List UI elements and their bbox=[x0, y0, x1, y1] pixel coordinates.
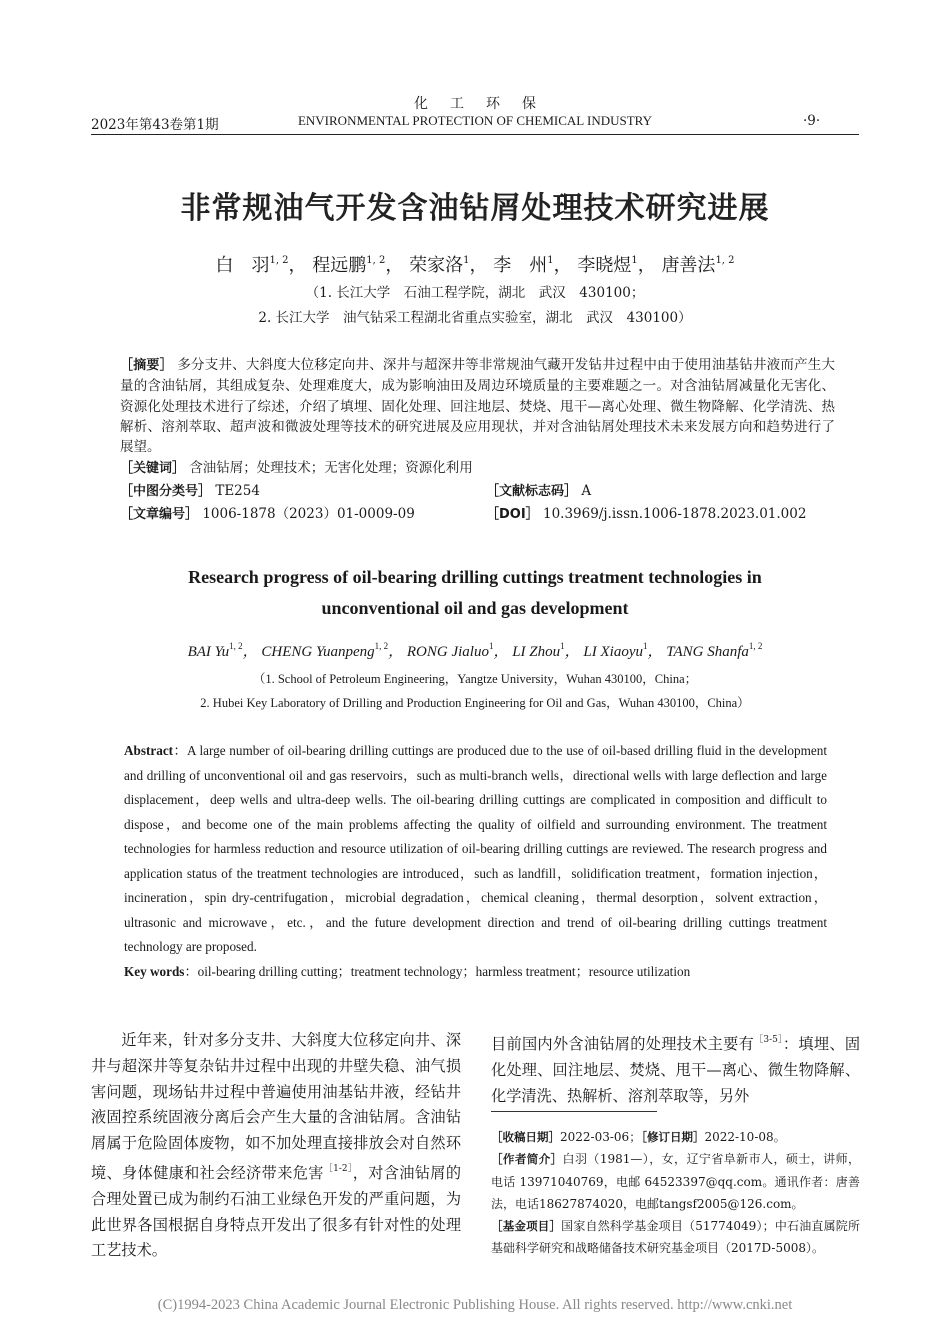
paper-title-en: Research progress of oil-bearing drilling cuttings treatment technologies in unconventional oil and gas development bbox=[188, 567, 762, 618]
body-paragraph: 目前国内外含油钻屑的处理技术主要有$^{[3-5]}$：填埋、固化处理、回注地层、焚烧、甩干—离心、微生物降解、化学清洗、热解析、溶剂萃取等，另外 bbox=[491, 1035, 861, 1105]
author-en: LI Zhou$^1$， bbox=[512, 641, 580, 660]
affiliation-cn: （1. 长江大学 石油工程学院，湖北 武汉 430100； bbox=[305, 285, 645, 301]
abstract-cn: ［摘要］ 多分支井、大斜度大位移定向井、深井与超深井等非常规油气藏开发钻井过程中由于使用油基钻井液而产生大量的含油钻屑，其组成复杂、处理难度大，成为影响油田及周边环境质量的主要难题之一。对含油钻屑减量化无害化、资源化处理技术进行了综述，介绍了填埋、固化处理、回注地层、焚烧、甩干—离心处理、微生物降解、化学清洗、热解析、溶剂萃取、超声波和微波处理等技术的研究进展及应用现状，并对含油钻屑处理技术未来发展方向和趋势进行了展望。 bbox=[120, 357, 835, 456]
footnote-funding: ［基金项目］国家自然科学基金项目（51774049）；中石油直属院所基础科学研究和战略储备技术研究基金项目（2017D-5008）。 bbox=[491, 1219, 860, 1256]
paper-title-cn: 非常规油气开发含油钻屑处理技术研究进展 bbox=[180, 191, 770, 226]
author-en: TANG Shanfa$^{1, 2}$ bbox=[666, 641, 763, 660]
author-en: BAI Yu$^{1, 2}$， bbox=[187, 641, 258, 660]
author-cn: 李晓煜$^1$， bbox=[577, 255, 656, 276]
author-cn: 白 羽$^{1, 2}$， bbox=[215, 255, 307, 276]
body-column-left bbox=[91, 1028, 461, 1264]
body-paragraph: 近年来，针对多分支井、大斜度大位移定向井、深井与超深井等复杂钻井过程中出现的井壁失稳、油气损害问题，现场钻井过程中普遍使用油基钻井液，经钻井液固控系统固液分离后会产生大量的含油钻屑。含油钻屑属于危险固体废物，如不加处理直接排放会对自然环境、身体健康和社会经济带来危害$^{[1-2]}$，对含油钻屑的合理处置已成为制约石油工业绿色开发的严重问题，为此世界各国根据自身特点开发出了很多有针对性的处理工艺技术。 bbox=[91, 1031, 461, 1260]
meta-row-2 bbox=[120, 503, 835, 526]
header-rule bbox=[91, 134, 859, 135]
affiliation-en: （1. School of Petroleum Engineering，Yangtze University，Wuhan 430100，China； bbox=[252, 672, 698, 686]
journal-name-cn: 化工环保 bbox=[414, 96, 558, 112]
footnote-author-bio: ［作者简介］白羽（1981—），女，辽宁省阜新市人，硕士，讲师，电话 13971040769，电邮 64523397@qq.com。通讯作者：唐善法，电话18627874020，电邮tangsf2005@126.com。 bbox=[491, 1152, 860, 1211]
citation: ［1-2］ bbox=[323, 1163, 353, 1174]
footnote-dates: ［收稿日期］2022-03-06；［修订日期］2022-10-08。 bbox=[491, 1130, 786, 1144]
doi: ［DOI］ 10.3969/j.issn.1006-1878.2023.01.002 bbox=[486, 506, 807, 523]
author-en: CHENG Yuanpeng$^{1, 2}$， bbox=[261, 641, 404, 660]
body-column-right bbox=[491, 1028, 860, 1109]
abstract-en-block bbox=[124, 739, 827, 984]
document-code: ［文献标志码］ A bbox=[486, 483, 592, 500]
author-cn: 李 州$^1$， bbox=[493, 255, 572, 276]
abstract-cn-block bbox=[120, 355, 835, 526]
keywords-cn: ［关键词］ 含油钻屑；处理技术；无害化处理；资源化利用 bbox=[120, 460, 473, 477]
meta-row-1 bbox=[120, 480, 835, 503]
citation: ［3-5］ bbox=[754, 1035, 783, 1045]
footnotes bbox=[491, 1126, 860, 1260]
copyright-line: (C)1994-2023 China Academic Journal Electronic Publishing House. All rights reserved. http://www.cnki.net bbox=[157, 1297, 793, 1313]
page-number: ·9· bbox=[803, 113, 821, 129]
affiliation-en: 2. Hubei Key Laboratory of Drilling and Production Engineering for Oil and Gas，Wuhan 430100，China） bbox=[200, 696, 750, 710]
journal-name-en: ENVIRONMENTAL PROTECTION OF CHEMICAL INDUSTRY bbox=[297, 113, 653, 128]
author-list-en bbox=[0, 640, 950, 661]
issue-label: 2023年第43卷第1期 bbox=[91, 117, 219, 133]
keywords-en: Key words：oil-bearing drilling cutting；treatment technology；harmless treatment；resource utilization bbox=[124, 963, 691, 979]
author-en: RONG Jialuo$^1$， bbox=[406, 641, 509, 660]
affiliation-cn: 2. 长江大学 油气钻采工程湖北省重点实验室，湖北 武汉 430100） bbox=[258, 310, 692, 326]
abstract-en: Abstract：A large number of oil-bearing drilling cuttings are produced due to the use of oil-based drilling fluid in the development and drilling of unconventional oil and gas reservoirs，such as multi-branch wells，directional wells with large deflection and large displacement，deep wells and ultra-deep wells. The oil-bearing drilling cuttings are complicated in composition and difficult to dispose，and become one of the main problems affecting the quality of oilfield and surrounding environment. The treatment technologies for harmless reduction and resource utilization of oil-bearing drilling cuttings are reviewed. The research progress and application status of the treatment technologies are introduced，such as landfill，solidification treatment，formation injection，incineration，spin dry-centrifugation，microbial degradation，chemical cleaning，thermal desorption，solvent extraction，ultrasonic and microwave，etc.，and the future development direction and trend of oil-bearing drilling cuttings treatment technology are proposed. bbox=[124, 743, 827, 954]
author-list-cn bbox=[0, 251, 950, 277]
clc-number: ［中图分类号］ TE254 bbox=[120, 483, 260, 500]
author-cn: 唐善法$^{1, 2}$ bbox=[661, 255, 735, 276]
footnote-rule bbox=[491, 1111, 657, 1112]
author-cn: 程远鹏$^{1, 2}$， bbox=[312, 255, 404, 276]
author-en: LI Xiaoyu$^1$， bbox=[583, 641, 663, 660]
article-number: ［文章编号］ 1006-1878（2023）01-0009-09 bbox=[120, 506, 415, 523]
author-cn: 荣家洛$^1$， bbox=[409, 255, 488, 276]
